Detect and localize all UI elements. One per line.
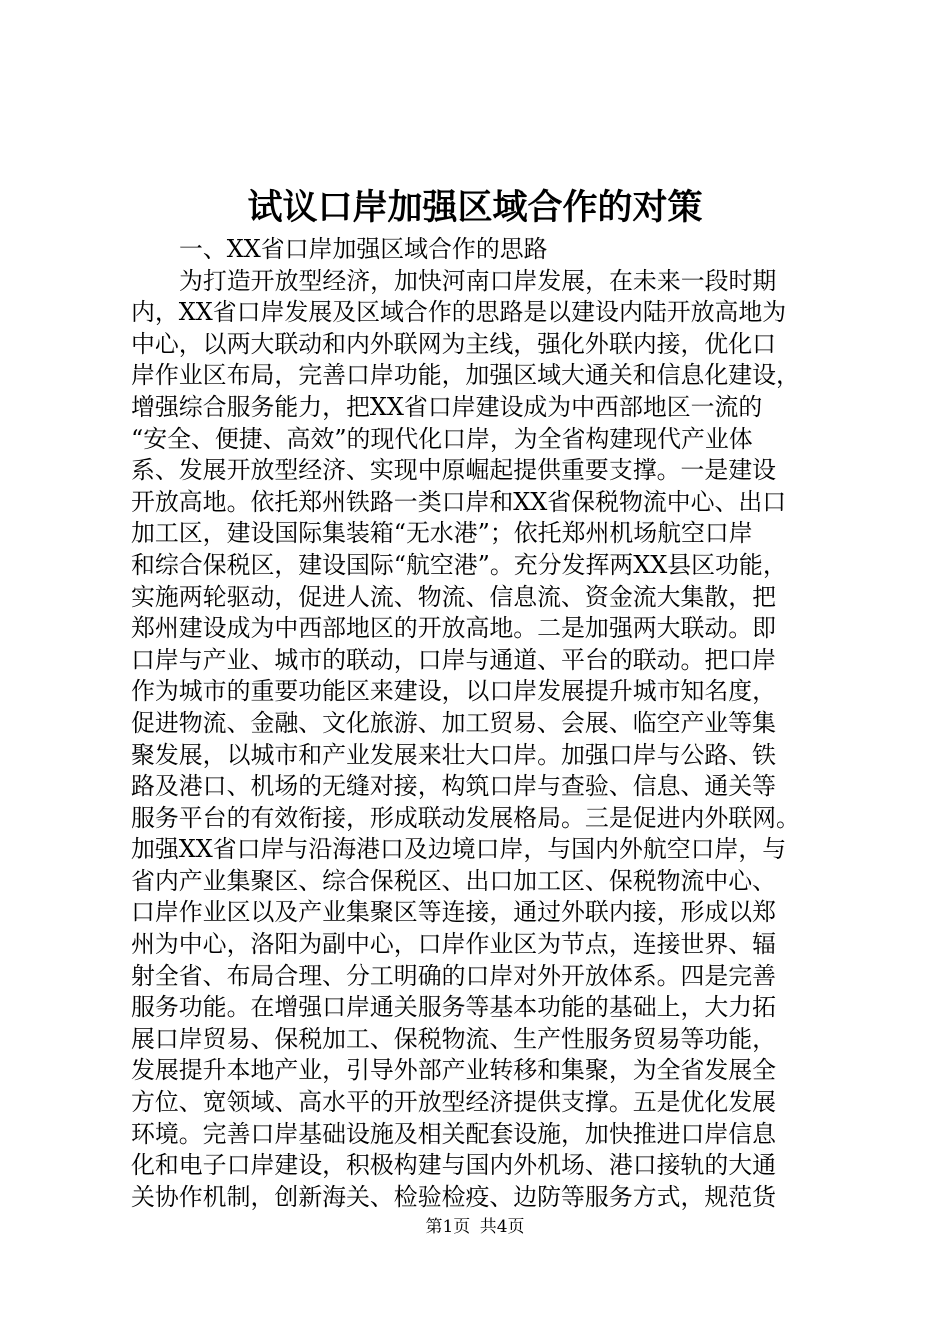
body-line: 省内产业集聚区、综合保税区、出口加工区、保税物流中心、 [131,866,777,895]
page-total: 共4页 [479,1217,525,1237]
body-line: 州为中心，洛阳为副中心，口岸作业区为节点，连接世界、辐 [131,930,777,959]
body-line: 服务功能。在增强口岸通关服务等基本功能的基础上，大力拓 [131,993,777,1022]
page-footer [0,1216,950,1238]
body-line: 促进物流、金融、文化旅游、加工贸易、会展、临空产业等集 [131,708,777,737]
body-line: 展口岸贸易、保税加工、保税物流、生产性服务贸易等功能， [131,1024,777,1053]
body-line: 岸作业区布局，完善口岸功能，加强区域大通关和信息化建设， [131,361,800,390]
body-line: 内，XX省口岸发展及区域合作的思路是以建设内陆开放高地为 [131,298,787,327]
body-line: 关协作机制，创新海关、检验检疫、边防等服务方式，规范货 [131,1182,777,1211]
section-heading: 一、XX省口岸加强区域合作的思路 [179,235,548,263]
body-line: 发展提升本地产业，引导外部产业转移和集聚，为全省发展全 [131,1056,777,1085]
body-line: 路及港口、机场的无缝对接，构筑口岸与查验、信息、通关等 [131,772,777,801]
body-line: 环境。完善口岸基础设施及相关配套设施，加快推进口岸信息 [131,1119,777,1148]
page-number: 第1页 [425,1217,471,1237]
body-line: 中心，以两大联动和内外联网为主线，强化外联内接，优化口 [131,329,777,358]
body-line: 加强XX省口岸与沿海港口及边境口岸，与国内外航空口岸，与 [131,835,787,864]
body-line: 口岸与产业、城市的联动，口岸与通道、平台的联动。把口岸 [131,645,777,674]
body-line: 增强综合服务能力，把XX省口岸建设成为中西部地区一流的 [131,392,763,421]
body-line: 方位、宽领域、高水平的开放型经济提供支撑。五是优化发展 [131,1088,777,1117]
body-line: 作为城市的重要功能区来建设，以口岸发展提升城市知名度， [131,677,777,706]
body-line: 为打造开放型经济，加快河南口岸发展，在未来一段时期 [179,266,777,295]
body-line: 射全省、布局合理、分工明确的口岸对外开放体系。四是完善 [131,961,777,990]
body-line: 聚发展，以城市和产业发展来壮大口岸。加强口岸与公路、铁 [131,740,777,769]
document-title: 试议口岸加强区域合作的对策 [247,187,703,228]
body-line: 系、发展开放型经济、实现中原崛起提供重要支撑。一是建设 [131,456,777,485]
body-line: 口岸作业区以及产业集聚区等连接，通过外联内接，形成以郑 [131,898,777,927]
document-body [131,234,825,1213]
body-line: 化和电子口岸建设，积极构建与国内外机场、港口接轨的大通 [131,1151,777,1180]
body-line: 服务平台的有效衔接，形成联动发展格局。三是促进内外联网。 [131,803,800,832]
body-line: 郑州建设成为中西部地区的开放高地。二是加强两大联动。即 [131,614,777,643]
body-line: 实施两轮驱动，促进人流、物流、信息流、资金流大集散，把 [131,582,777,611]
body-line: 和综合保税区，建设国际“航空港”。充分发挥两XX县区功能， [131,550,787,579]
body-line: “安全、便捷、高效”的现代化口岸，为全省构建现代产业体 [131,424,753,453]
body-line: 开放高地。依托郑州铁路一类口岸和XX省保税物流中心、出口 [131,487,787,516]
body-line: 加工区，建设国际集装箱“无水港”；依托郑州机场航空口岸 [131,519,753,548]
